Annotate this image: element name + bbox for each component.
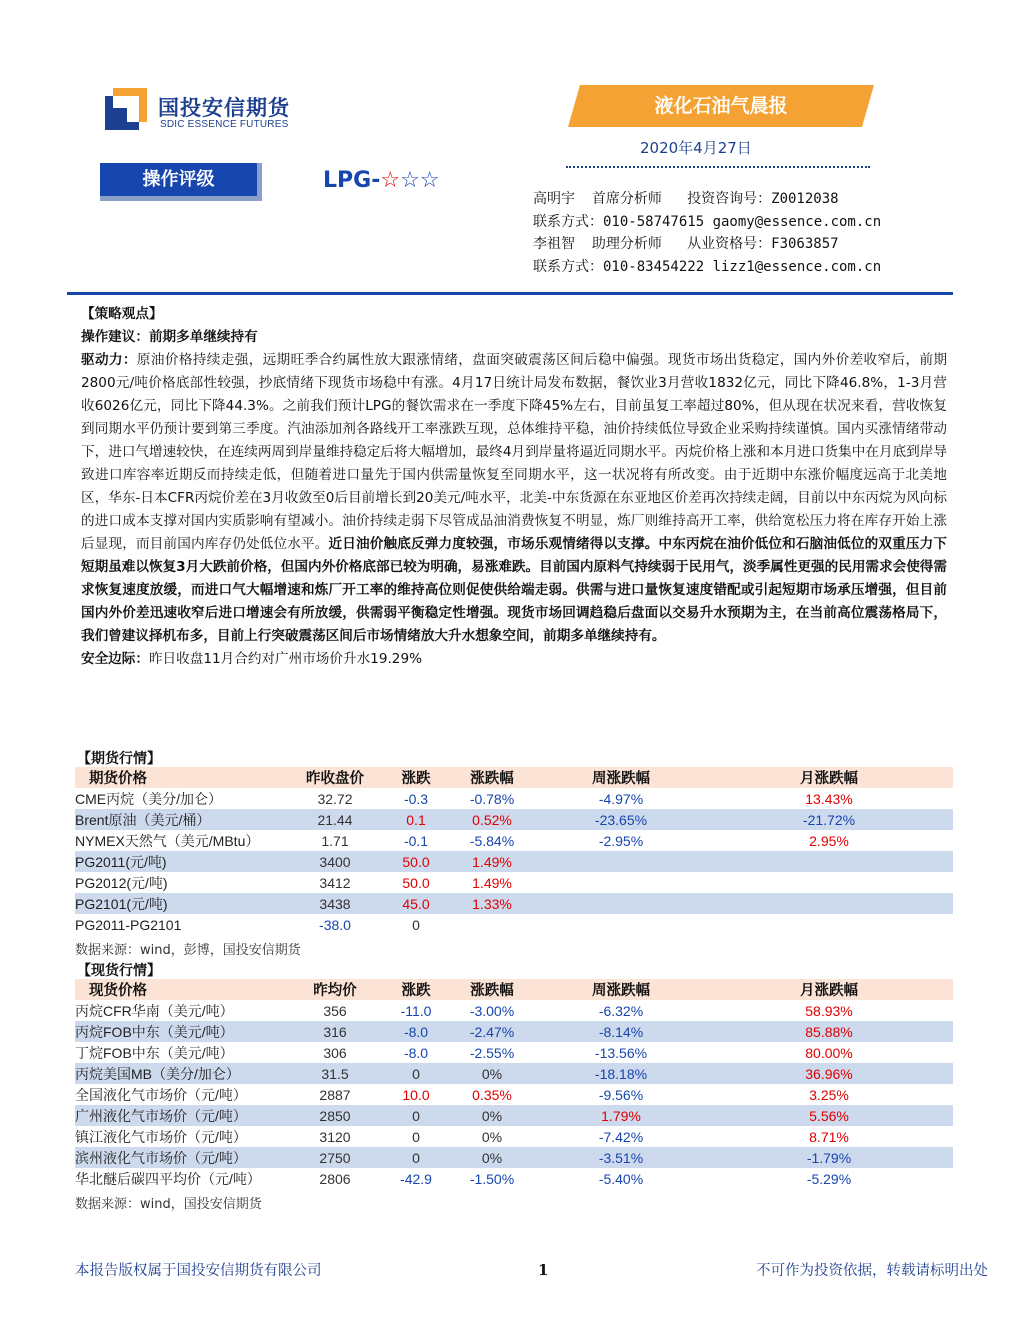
row-close: 3412 (319, 874, 351, 891)
row-month-pct: 58.93% (805, 1002, 853, 1019)
row-close: 316 (285, 1021, 385, 1042)
driver-paragraph (81, 349, 947, 648)
row-change-pct: 0.52% (447, 809, 537, 830)
advice-label: 操作建议： (81, 329, 149, 345)
dotted-divider (566, 166, 870, 168)
report-title: 液化石油气晨报 (654, 95, 788, 117)
row-week-pct: -23.65% (537, 809, 705, 830)
row-month-pct (705, 851, 953, 872)
row-name: 华北醚后碳四平均价（元/吨） (75, 1170, 261, 1187)
row-month-pct (705, 914, 953, 935)
row-close: 2806 (319, 1170, 351, 1187)
table-row (75, 1105, 953, 1126)
row-change-pct: -3.00% (469, 1002, 515, 1019)
row-close: 2750 (285, 1147, 385, 1168)
row-name: 镇江液化气市场价（元/吨） (75, 1128, 247, 1145)
row-week-pct: 1.79% (537, 1105, 705, 1126)
row-week-pct (537, 872, 705, 893)
row-change-pct: 0% (447, 1105, 537, 1126)
row-change: 0 (385, 1105, 447, 1126)
row-close: 1.71 (321, 832, 349, 849)
row-change: 0 (412, 916, 420, 933)
table-row (75, 872, 953, 893)
futures-title: 【期货行情】 (77, 751, 161, 767)
row-change: -0.1 (403, 832, 429, 849)
column-header: 月涨跌幅 (705, 767, 953, 788)
company-name-en: SDIC ESSENCE FUTURES (160, 119, 289, 130)
row-change-pct: -1.50% (469, 1170, 515, 1187)
row-week-pct (537, 851, 705, 872)
row-name: PG2012(元/吨) (75, 874, 168, 891)
table-row (75, 1021, 953, 1042)
row-change: 0 (385, 1063, 447, 1084)
star-filled-icon: ☆ (380, 168, 401, 193)
row-change: -42.9 (400, 1170, 432, 1187)
row-month-pct: 8.71% (809, 1128, 849, 1145)
row-name: PG2011-PG2101 (75, 916, 182, 933)
column-header: 昨均价 (285, 979, 385, 1000)
row-month-pct (705, 893, 953, 914)
footer-disclaimer: 不可作为投资依据，转载请标明出处 (756, 1263, 988, 1279)
column-header: 月涨跌幅 (705, 979, 953, 1000)
column-header: 昨收盘价 (285, 767, 385, 788)
spot-source: 数据来源：wind，国投安信期货 (75, 1197, 262, 1212)
row-week-pct (537, 914, 705, 935)
futures-source: 数据来源：wind，彭博，国投安信期货 (75, 943, 301, 958)
driver-label: 驱动力： (81, 352, 137, 368)
futures-table (75, 767, 953, 935)
rating-label: 操作评级 (100, 163, 262, 201)
column-header: 涨跌幅 (447, 979, 537, 1000)
row-change: 0.1 (385, 809, 447, 830)
row-week-pct: -4.97% (598, 790, 644, 807)
row-close: -38.0 (319, 916, 351, 933)
row-week-pct: -8.14% (537, 1021, 705, 1042)
product-rating (323, 168, 440, 193)
safety-text: 昨日收盘11月合约对广州市场价升水19.29% (148, 651, 423, 667)
table-row (75, 851, 953, 872)
row-week-pct: -5.40% (598, 1170, 644, 1187)
row-month-pct: -5.29% (806, 1170, 852, 1187)
column-header: 涨跌 (385, 979, 447, 1000)
column-header: 涨跌 (385, 767, 447, 788)
star-empty-icon: ☆☆ (400, 168, 440, 193)
strategy-title: 【策略观点】 (81, 306, 163, 322)
row-name: 丁烷FOB中东（美元/吨） (75, 1044, 234, 1061)
table-header-row (75, 767, 953, 788)
row-name: 丙烷美国MB（美分/加仑） (75, 1063, 285, 1084)
company-logo-icon (105, 88, 147, 130)
row-change: 0 (412, 1128, 420, 1145)
row-month-pct: -1.79% (705, 1147, 953, 1168)
row-close: 356 (323, 1002, 347, 1019)
row-name: 广州液化气市场价（元/吨） (75, 1105, 285, 1126)
row-month-pct: 36.96% (705, 1063, 953, 1084)
safety-line (81, 648, 947, 671)
row-name: PG2101(元/吨) (75, 893, 285, 914)
row-change-pct: 1.49% (472, 874, 512, 891)
row-change: 45.0 (385, 893, 447, 914)
report-date: 2020年4月27日 (640, 139, 752, 157)
driver-conclusion: 近日油价触底反弹力度较强，市场乐观情绪得以支撑。中东丙烷在油价低位和石脑油低位的双重压力下短期虽难以恢复3月大跌前价格，但国内外价格底部已较为明确，易涨难跌。目前国内原料气持续弱于民用气，淡季属性更强的民用需求会使得需求恢复速度放缓，而进口气大幅增速和炼厂开工率的维持高位则促使供给端走弱。供需与进口量恢复速度错配或引起短期市场承压增强，但目前国内外价差迅速收窄后进口增速会有所放缓，供需弱平衡稳定性增强。现货市场回调趋稳后盘面以交易升水预期为主，在当前高位震荡格局下，我们曾建议择机布多，目前上行突破震荡区间后市场情绪放大升水想象空间，前期多单继续持有。 (81, 536, 948, 644)
row-change: -11.0 (400, 1002, 432, 1019)
row-month-pct (705, 872, 953, 893)
row-change-pct: -5.84% (469, 832, 515, 849)
page-number: 1 (538, 1261, 549, 1279)
row-name: 全国液化气市场价（元/吨） (75, 1086, 247, 1103)
table-row (75, 1000, 953, 1021)
row-change: 10.0 (402, 1086, 430, 1103)
table-header-row (75, 979, 953, 1000)
column-header: 涨跌幅 (447, 767, 537, 788)
row-close: 3400 (285, 851, 385, 872)
row-month-pct: -21.72% (705, 809, 953, 830)
row-week-pct: -7.42% (598, 1128, 644, 1145)
row-change-pct: -2.55% (469, 1044, 515, 1061)
row-name: PG2011(元/吨) (75, 851, 285, 872)
column-header: 现货价格 (75, 979, 285, 1000)
row-close: 3120 (319, 1128, 351, 1145)
row-week-pct: -13.56% (594, 1044, 648, 1061)
company-name-cn: 国投安信期货 (158, 96, 290, 120)
row-change-pct: 0.35% (472, 1086, 512, 1103)
table-row (75, 1042, 953, 1063)
spot-table (75, 979, 953, 1189)
row-close: 2850 (285, 1105, 385, 1126)
table-row (75, 1126, 953, 1147)
row-month-pct: 3.25% (809, 1086, 849, 1103)
row-change-pct: 1.49% (447, 851, 537, 872)
header-rule (67, 292, 953, 295)
table-row (75, 893, 953, 914)
table-row (75, 809, 953, 830)
row-change-pct (447, 914, 537, 935)
row-week-pct: -18.18% (537, 1063, 705, 1084)
row-change-pct: 0% (447, 1147, 537, 1168)
table-row (75, 1168, 953, 1189)
row-change: 0 (385, 1147, 447, 1168)
row-week-pct: -2.95% (598, 832, 644, 849)
row-change-pct: 0% (447, 1063, 537, 1084)
table-row (75, 1084, 953, 1105)
table-row (75, 788, 953, 809)
analyst-line: 高明宇 首席分析师 投资咨询号：Z0012038 (533, 191, 839, 207)
analyst-line: 李祖智 助理分析师 从业资格号：F3063857 (533, 236, 839, 252)
row-change: -0.3 (403, 790, 429, 807)
row-week-pct: -9.56% (598, 1086, 644, 1103)
row-close: 2887 (319, 1086, 351, 1103)
advice-text: 前期多单继续持有 (148, 329, 258, 345)
analyst-line: 联系方式：010-58747615 gaomy@essence.com.cn (533, 213, 882, 230)
table-row (75, 1063, 953, 1084)
row-change: 50.0 (385, 851, 447, 872)
row-change: 50.0 (402, 874, 430, 891)
driver-text: 原油价格持续走强，远期旺季合约属性放大跟涨情绪，盘面突破震荡区间后稳中偏强。现货市场出货稳定，国内外价差收窄后，前期2800元/吨价格底部性较强，抄底情绪下现货市场稳中有涨。4月17日统计局发布数据，餐饮业3月营收1832亿元，同比下降46.8%，1-3月营收6026亿元，同比下降44.3%。之前我们预计LPG的餐饮需求在一季度下降45%左右，目前虽复工率超过80%，但从现在状况来看，营收恢复到同期水平仍预计要到第三季度。汽油添加剂各路线开工率涨跌互现，总体维持平稳，油价持续低位导致企业采购持续谨慎。国内买涨情绪带动下，进口气增速较快，在连续两周到岸量维持稳定后将大幅增加，最终4月到岸量将逼近同期水平。丙烷价格上涨和本月进口货集中在月底到岸导致进口库容率近期反而持续走低，但随着进口量先于国内供需量恢复至同期水平，这一状况将有所改变。由于近期中东涨价幅度远高于北美地区，华东-日本CFR丙烷价差在3月收敛至0后目前增长到20美元/吨水平，北美-中东货源在东亚地区价差再次持续走阔，目前以中东丙烷为风向标的进口成本支撑对国内实质影响有望减小。油价持续走弱下尽管成品油消费恢复不明显，炼厂则维持高开工率，供给宽松压力将在库存开始上涨后显现，而目前国内库存仍处低位水平。 (81, 352, 948, 552)
row-change-pct: -0.78% (469, 790, 515, 807)
table-row (75, 1147, 953, 1168)
row-close: 32.72 (317, 790, 353, 807)
row-close: 31.5 (285, 1063, 385, 1084)
row-close: 21.44 (285, 809, 385, 830)
row-name: Brent原油（美元/桶） (75, 809, 285, 830)
row-change-pct: 0% (481, 1128, 503, 1145)
row-change-pct: -2.47% (447, 1021, 537, 1042)
column-header: 周涨跌幅 (537, 767, 705, 788)
row-name: CME丙烷（美分/加仑） (75, 790, 222, 807)
row-change: -8.0 (385, 1021, 447, 1042)
column-header: 期货价格 (75, 767, 285, 788)
row-change-pct: 1.33% (447, 893, 537, 914)
row-close: 3438 (285, 893, 385, 914)
row-month-pct: 85.88% (705, 1021, 953, 1042)
row-week-pct: -3.51% (537, 1147, 705, 1168)
row-week-pct (537, 893, 705, 914)
analyst-line: 联系方式：010-83454222 lizz1@essence.com.cn (533, 258, 882, 275)
column-header: 周涨跌幅 (537, 979, 705, 1000)
row-month-pct: 13.43% (805, 790, 853, 807)
row-month-pct: 80.00% (805, 1044, 853, 1061)
advice-line (81, 326, 947, 349)
footer-copyright: 本报告版权属于国投安信期货有限公司 (75, 1263, 322, 1279)
safety-label: 安全边际： (81, 651, 149, 667)
row-name: 丙烷FOB中东（美元/吨） (75, 1021, 285, 1042)
row-change: -8.0 (403, 1044, 429, 1061)
row-close: 306 (323, 1044, 347, 1061)
strategy-section (81, 303, 947, 671)
product-name: LPG- (323, 168, 381, 193)
row-name: NYMEX天然气（美元/MBtu） (75, 832, 260, 849)
row-month-pct: 5.56% (705, 1105, 953, 1126)
row-name: 丙烷CFR华南（美元/吨） (75, 1002, 234, 1019)
spot-title: 【现货行情】 (77, 963, 161, 979)
row-week-pct: -6.32% (598, 1002, 644, 1019)
analyst-info (533, 188, 881, 278)
table-row (75, 830, 953, 851)
table-row (75, 914, 953, 935)
row-month-pct: 2.95% (809, 832, 849, 849)
row-name: 滨州液化气市场价（元/吨） (75, 1147, 285, 1168)
